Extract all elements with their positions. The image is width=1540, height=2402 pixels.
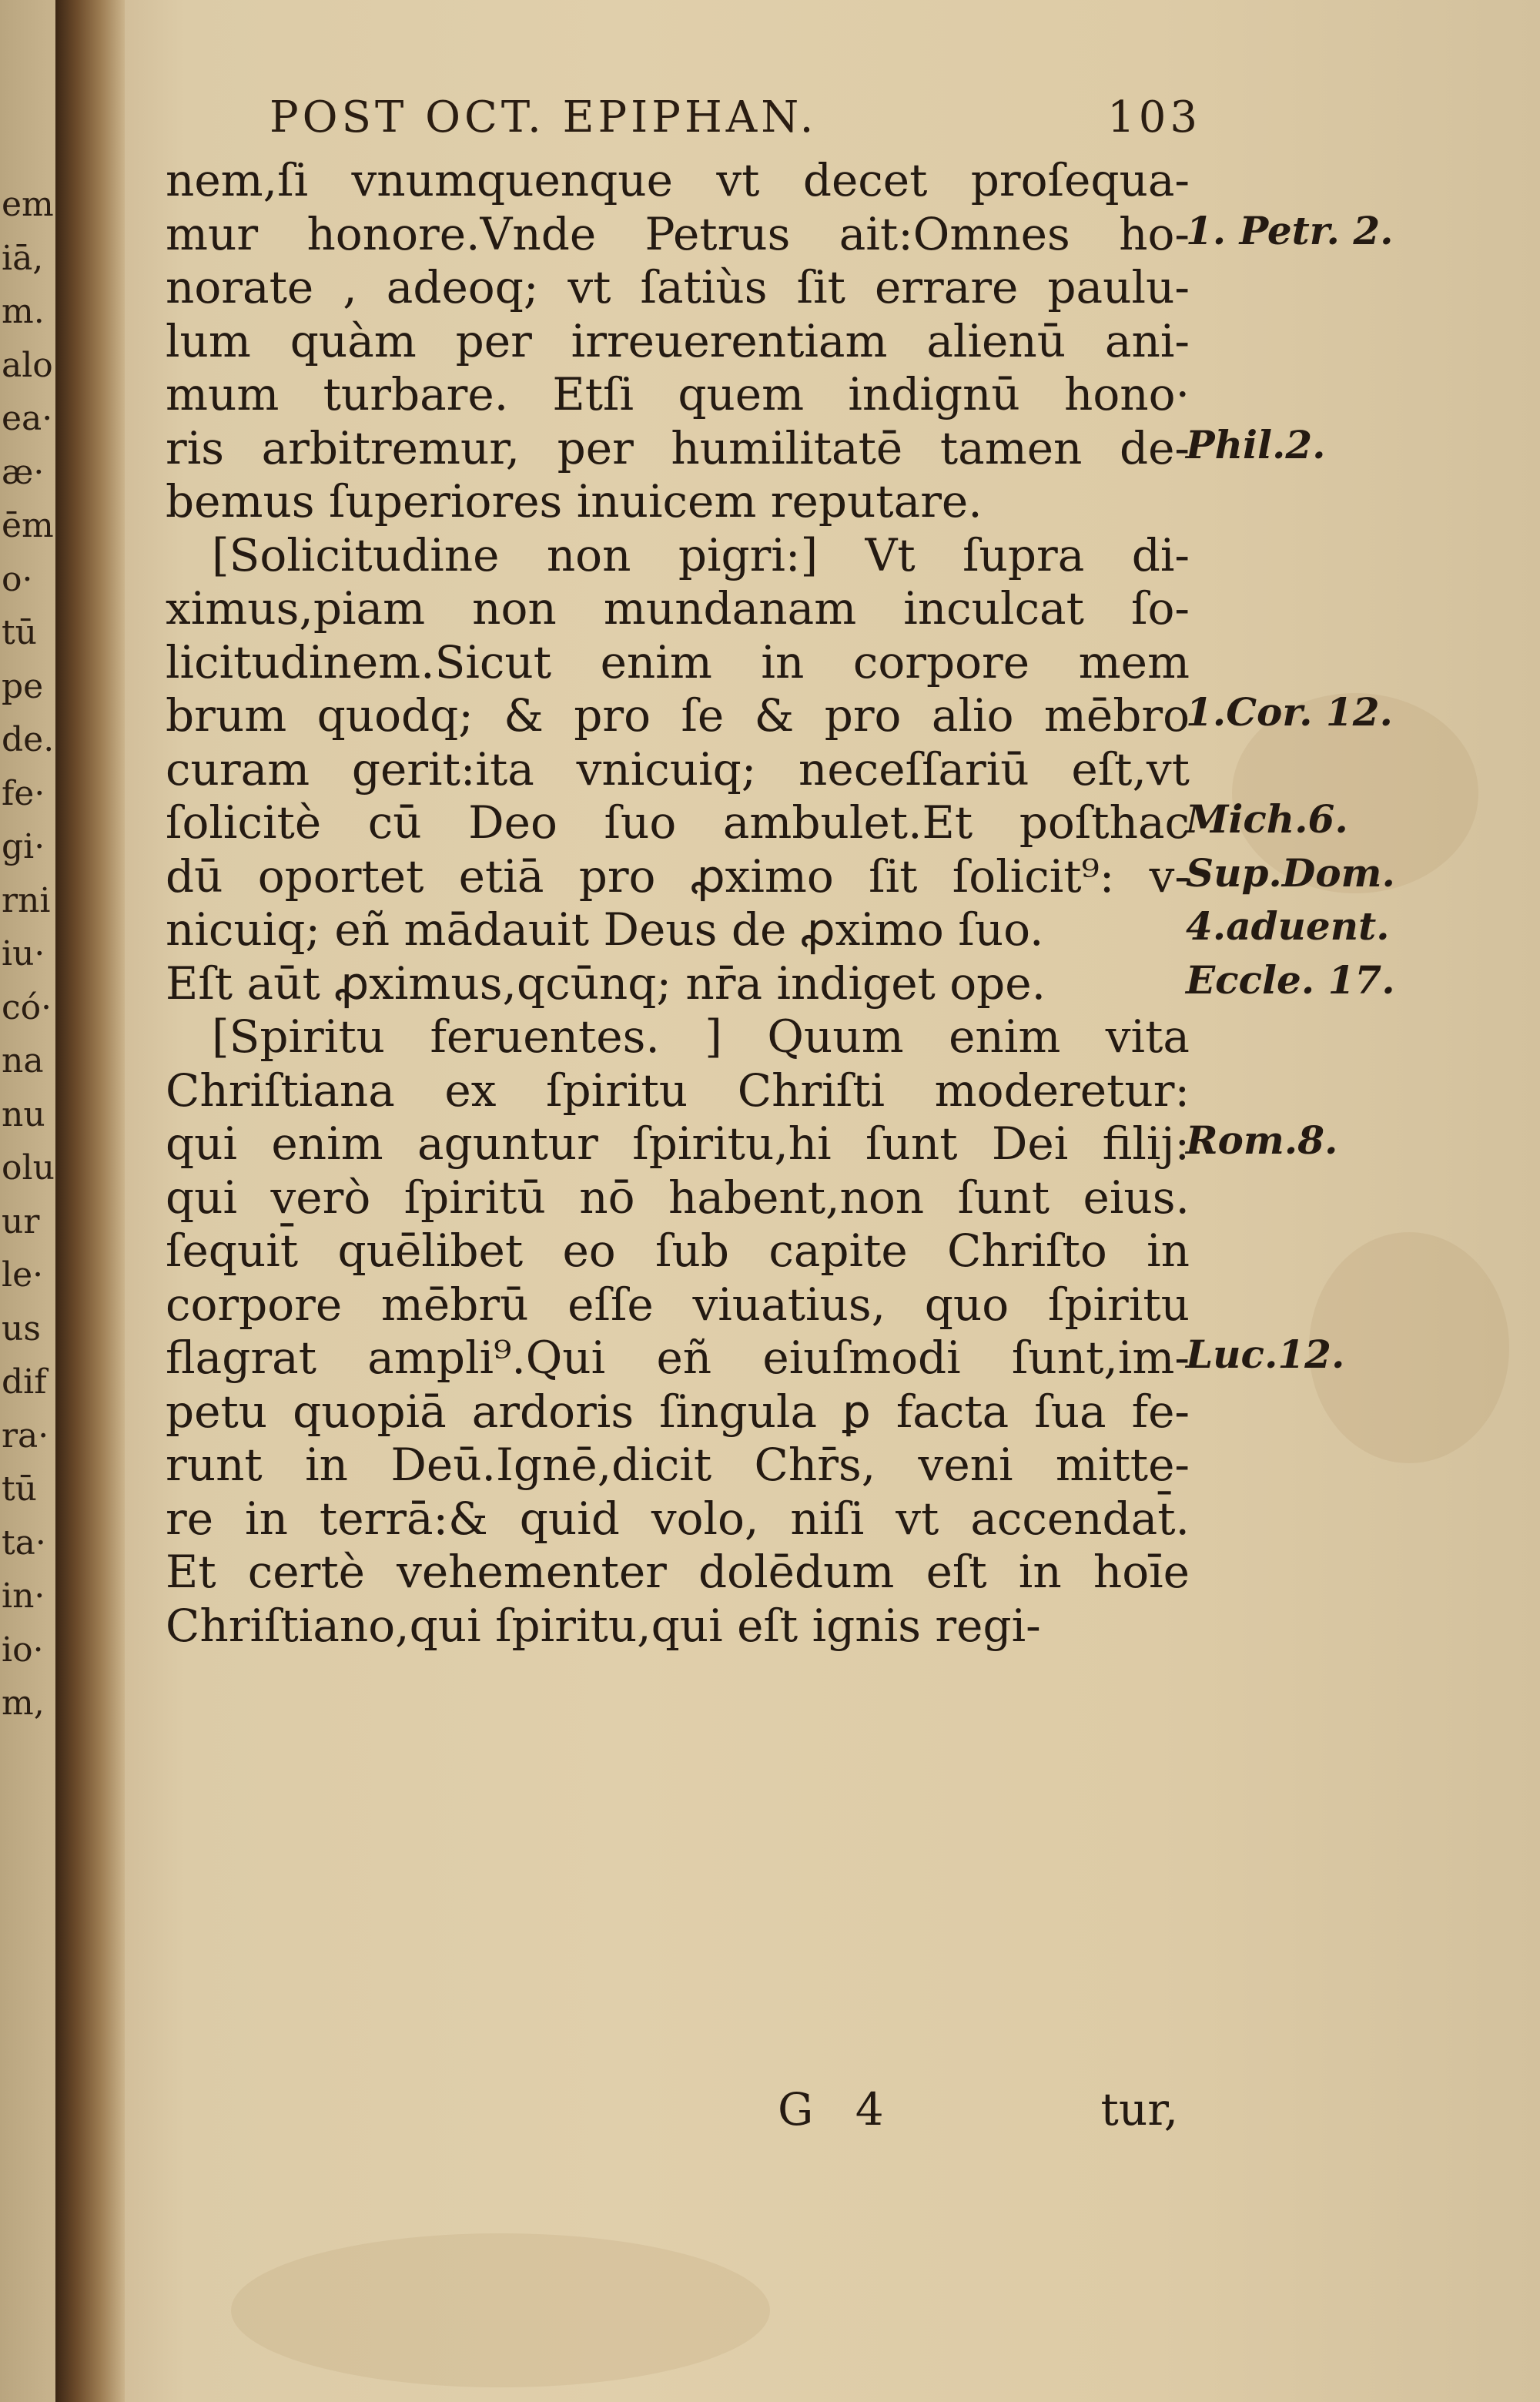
previous-page-fragment: tū	[2, 1469, 38, 1509]
previous-page-fragment: nu	[2, 1094, 45, 1134]
text-line: [Spiritu feruentes. ] Quum enim vita	[212, 1010, 1190, 1063]
margin-note: Mich.6.	[1186, 796, 1348, 842]
text-line: mur honore.Vnde Petrus ait:Omnes ho-	[166, 207, 1190, 260]
text-line: dū oportet etiā pro ꝓximo ſit ſolicit⁹: v-	[166, 849, 1190, 903]
margin-note: 1. Petr. 2.	[1186, 207, 1394, 253]
previous-page-fragment: iu·	[2, 934, 45, 973]
previous-page-fragment: iā,	[2, 238, 44, 278]
previous-page-fragment: em	[2, 185, 54, 224]
text-line: mum turbare. Etſi quem indignū hono·	[166, 368, 1190, 420]
previous-page-edge	[0, 0, 55, 2402]
text-line: nem,ſi vnumquenque vt decet proſequa-	[166, 154, 1190, 206]
body-text	[166, 154, 1190, 1653]
text-line: brum quodq; & pro ſe & pro alio mēbro	[166, 689, 1190, 742]
previous-page-fragment: o·	[2, 559, 33, 599]
page-footer	[778, 2083, 1178, 2145]
previous-page-fragment: in·	[2, 1576, 45, 1616]
text-line: ximus,piam non mundanam inculcat ſo-	[166, 582, 1190, 635]
paper-stain	[231, 2233, 770, 2387]
text-line: ſequit̄ quēlibet eo ſub capite Chriſto in	[166, 1224, 1190, 1277]
running-title: POST OCT. EPIPHAN.	[270, 92, 818, 142]
previous-page-fragment: us	[2, 1308, 41, 1348]
previous-page-fragment: tū	[2, 613, 38, 652]
previous-page-fragment: io·	[2, 1630, 44, 1670]
margin-note: Phil.2.	[1186, 421, 1326, 467]
text-line: Chriſtiano,qui ſpiritu,qui eſt ignis regi-	[166, 1599, 1041, 1652]
previous-page-fragment: ta·	[2, 1523, 46, 1563]
text-line: petu quopiā ardoris ſingula ꝑ facta ſua fe-	[166, 1385, 1190, 1438]
folio-number: 103	[1107, 92, 1201, 142]
running-header	[270, 92, 1201, 154]
previous-page-fragment: pe	[2, 666, 44, 706]
margin-note: 4.aduent.	[1186, 903, 1390, 949]
previous-page-fragment: dif	[2, 1362, 47, 1402]
text-line: bemus ſuperiores inuicem reputare.	[166, 475, 983, 528]
previous-page-fragment: le·	[2, 1255, 44, 1295]
text-line: corpore mēbrū eſſe viuatius, quo ſpiritu	[166, 1278, 1190, 1331]
text-line: ſolicitè cū Deo ſuo ambulet.Et poſthac	[166, 796, 1190, 849]
text-line: curam gerit:ita vnicuiq; neceſſariū eſt,vt	[166, 742, 1190, 796]
previous-page-fragment: m.	[2, 292, 45, 331]
margin-note: Luc.12.	[1186, 1332, 1345, 1377]
binding-gutter	[55, 0, 125, 2402]
margin-note: Rom.8.	[1186, 1117, 1338, 1163]
previous-page-fragment: ur	[2, 1201, 40, 1241]
text-line: qui verò ſpiritū nō habent,non ſunt eius.	[166, 1171, 1190, 1224]
previous-page-fragment: fe·	[2, 773, 45, 813]
text-line: runt in Deū.Ignē,dicit Chr̄s, veni mitte-	[166, 1439, 1190, 1491]
text-line: Chriſtiana ex ſpiritu Chriſti moderetur:	[166, 1064, 1190, 1117]
previous-page-fragment: de.	[2, 720, 55, 759]
previous-page-fragment: æ·	[2, 452, 45, 492]
text-line: ris arbitremur, per humilitatē tamen de-	[166, 421, 1190, 474]
signature-mark: G 4	[778, 2083, 898, 2136]
margin-note: Eccle. 17.	[1186, 956, 1395, 1003]
previous-page-fragment: gi·	[2, 827, 45, 866]
previous-page-fragment: alo	[2, 345, 53, 385]
text-line: Eſt aūt ꝓximus,qcūnq; nr̄a indiget ope.	[166, 956, 1046, 1010]
previous-page-fragment: ra·	[2, 1415, 49, 1456]
previous-page-fragment: olu	[2, 1148, 55, 1188]
text-line: qui enim aguntur ſpiritu,hi ſunt Dei filij:	[166, 1117, 1190, 1170]
text-line: nicuiq; eñ mādauit Deus de ꝓximo ſuo.	[166, 903, 1044, 956]
previous-page-fragment: có·	[2, 987, 52, 1027]
text-line: licitudinem.Sicut enim in corpore mem	[166, 635, 1190, 688]
previous-page-fragment: rni	[2, 880, 51, 920]
text-line: [Solicitudine non pigri:] Vt ſupra di-	[212, 528, 1190, 581]
margin-note: 1.Cor. 12.	[1186, 689, 1393, 735]
previous-page-fragment: m,	[2, 1683, 45, 1723]
text-line: flagrat ampli⁹.Qui eñ eiuſmodi ſunt,im-	[166, 1332, 1190, 1384]
margin-note: Sup.Dom.	[1186, 849, 1395, 896]
text-line: re in terrā:& quid volo, niſi vt accendat̄.	[166, 1492, 1190, 1545]
previous-page-fragment: ea·	[2, 399, 53, 438]
text-line: Et certè vehementer dolēdum eſt in hoīe	[166, 1546, 1190, 1598]
previous-page-fragment: ēm	[2, 506, 54, 545]
catchword: tur,	[1100, 2083, 1178, 2136]
text-line: lum quàm per irreuerentiam alienū ani-	[166, 314, 1190, 367]
text-line: norate , adeoq; vt ſatiùs ſit errare paulu-	[166, 261, 1190, 313]
previous-page-fragment: na	[2, 1041, 44, 1080]
